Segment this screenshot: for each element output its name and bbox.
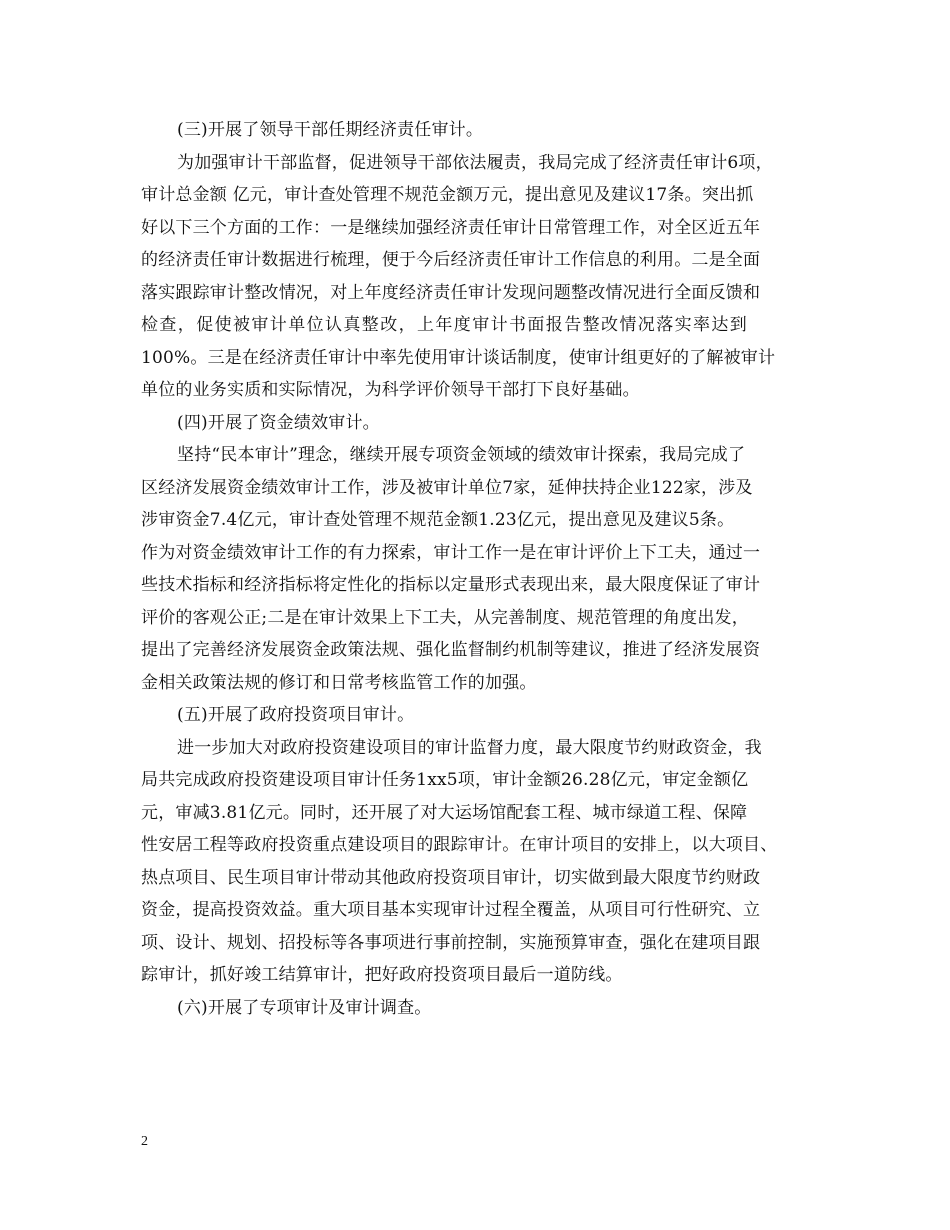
paragraph-line: 作为对资金绩效审计工作的有力探索，审计工作一是在审计评价上下工夫，通过一 (141, 542, 761, 563)
paragraph-line: 资金，提高投资效益。重大项目基本实现审计过程全覆盖，从项目可行性研究、立 (141, 900, 761, 920)
paragraph-line: 为加强审计干部监督，促进领导干部依法履责，我局完成了经济责任审计6项， (177, 152, 773, 173)
paragraph-line: 审计总金额 亿元，审计查处管理不规范金额万元，提出意见及建议17条。突出抓 (141, 185, 754, 205)
paragraph-line: 好以下三个方面的工作：一是继续加强经济责任审计日常管理工作，对全区近五年 (141, 217, 761, 238)
paragraph-line: 些技术指标和经济指标将定性化的指标以定量形式表现出来，最大限度保证了审计 (141, 575, 761, 595)
section-heading-3: (三)开展了领导干部任期经济责任审计。 (177, 120, 484, 140)
paragraph-line: 落实跟踪审计整改情况，对上年度经济责任审计发现问题整改情况进行全面反馈和 (141, 282, 761, 303)
paragraph-line: 进一步加大对政府投资建设项目的审计监督力度，最大限度节约财政资金，我 (177, 737, 762, 758)
paragraph-line: 检查，促使被审计单位认真整改，上年度审计书面报告整改情况落实率达到 (141, 315, 749, 335)
document-body (141, 114, 811, 1024)
paragraph-line: 热点项目、民生项目审计带动其他政府投资项目审计，切实做到最大限度节约财政 (141, 867, 761, 888)
paragraph-line: 100%。三是在经济责任审计中率先使用审计谈话制度，使审计组更好的了解被审计 (141, 347, 776, 368)
paragraph-line: 局共完成政府投资建设项目审计任务1xx5项，审计金额26.28亿元，审定金额亿 (141, 770, 749, 790)
section-heading-6: (六)开展了专项审计及审计调查。 (177, 997, 432, 1018)
paragraph-line: 区经济发展资金绩效审计工作，涉及被审计单位7家，延伸扶持企业122家，涉及 (141, 477, 753, 498)
paragraph-line: 金相关政策法规的修订和日常考核监管工作的加强。 (141, 672, 537, 693)
paragraph-line: 涉审资金7.4亿元，审计查处管理不规范金额1.23亿元，提出意见及建议5条。 (141, 510, 735, 530)
paragraph-line: 评价的客观公正;二是在审计效果上下工夫，从完善制度、规范管理的角度出发， (141, 607, 749, 628)
page-number: 2 (141, 1134, 148, 1149)
paragraph-line: 坚持“民本审计”理念，继续开展专项资金领域的绩效审计探索，我局完成了 (177, 445, 746, 465)
paragraph-line: 单位的业务实质和实际情况，为科学评价领导干部打下良好基础。 (141, 380, 640, 400)
paragraph-line: 踪审计，抓好竣工结算审计，把好政府投资项目最后一道防线。 (141, 965, 623, 985)
paragraph-line: 提出了完善经济发展资金政策法规、强化监督制约机制等建议，推进了经济发展资 (141, 640, 761, 660)
paragraph-line: 性安居工程等政府投资重点建设项目的跟踪审计。在审计项目的安排上，以大项目、 (141, 835, 778, 855)
section-heading-5: (五)开展了政府投资项目审计。 (177, 705, 415, 725)
paragraph-line: 项、设计、规划、招投标等各事项进行事前控制，实施预算审查，强化在建项目跟 (141, 932, 761, 953)
section-heading-4: (四)开展了资金绩效审计。 (177, 412, 380, 433)
paragraph-line: 元，审减3.81亿元。同时，还开展了对大运场馆配套工程、城市绿道工程、保障 (141, 802, 748, 823)
paragraph-line: 的经济责任审计数据进行梳理，便于今后经济责任审计工作信息的利用。二是全面 (141, 250, 761, 270)
